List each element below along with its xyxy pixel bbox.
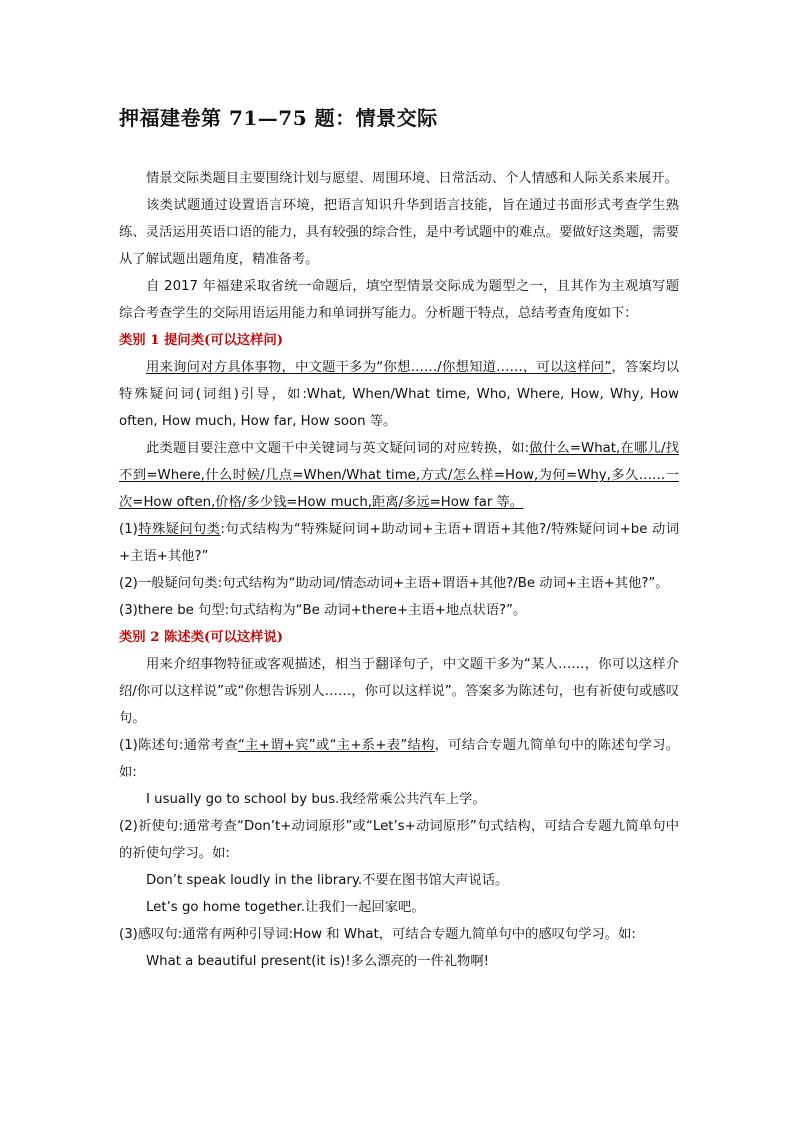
intro-paragraph-1: 情景交际类题目主要围绕计划与愿望、周围环境、日常活动、个人情感和人际关系来展开。	[146, 171, 678, 186]
item-number: (1)	[119, 522, 138, 537]
category-2-paragraph-1: 用来介绍事物特征或客观描述，相当于翻译句子，中文题干多为“某人……，你可以这样介绍/你可以这样说”或“你想告诉别人……，你可以这样说”。答案多为陈述句，也有祈使句或感叹句。	[119, 657, 679, 726]
category-2-item-3: (3)感叹句:通常有两种引导词:How 和 What，可结合专题九简单句中的感叹句学习。如:	[119, 927, 636, 942]
underlined-text: 做什么=What,在哪儿/找不到=Where,什么时候/几点=When/What time,方式/怎么样=How,为何=Why,多久……一次=How often,价格/多少钱=How much,距离/多远=How far 等。	[119, 441, 679, 510]
item-text: (1)陈述句:通常考查	[119, 738, 238, 753]
category-2-heading: 类别 2 陈述类(可以这样说)	[119, 630, 284, 645]
example-sentence-2: Don’t speak loudly in the library.不要在图书馆大声说话。	[146, 873, 509, 888]
category-1-item-1	[119, 516, 679, 570]
category-2-item-1	[119, 732, 679, 786]
category-2-item-2: (2)祈使句:通常考查“Don’t+动词原形”或“Let’s+动词原形”句式结构，可结合专题九简单句中的祈使句学习。如:	[119, 819, 679, 861]
category-1-paragraph-2	[119, 435, 679, 516]
document-body	[119, 165, 679, 975]
category-1-heading: 类别 1 提问类(可以这样问)	[119, 333, 284, 348]
example-sentence-1: I usually go to school by bus.我经常乘公共汽车上学。	[146, 792, 486, 807]
paragraph-text: ，答案均以特殊疑问词(词组)引导，如:What, When/What time, Who, Where, How, Why, How often, How much, How far, How soon 等。	[119, 360, 679, 429]
underlined-text: 用来询问对方具体事物，中文题干多为“你想……/你想知道……，可以这样问”	[146, 360, 612, 375]
underlined-text: 特殊疑问句类	[137, 522, 221, 537]
intro-paragraph-2: 该类试题通过设置语言环境，把语言知识升华到语言技能，旨在通过书面形式考查学生熟练、灵活运用英语口语的能力，具有较强的综合性，是中考试题中的难点。要做好这类题，需要从了解试题出题角度，精准备考。	[119, 198, 679, 267]
category-1-item-3: (3)there be 句型:句式结构为“Be 动词+there+主语+地点状语?”。	[119, 603, 527, 618]
underlined-text: “主+谓+宾”或“主+系+表”结构	[238, 738, 435, 753]
intro-paragraph-3: 自 2017 年福建采取省统一命题后，填空型情景交际成为题型之一，且其作为主观填写题综合考查学生的交际用语运用能力和单词拼写能力。分析题干特点，总结考查角度如下：	[119, 279, 679, 321]
category-1-paragraph-1	[119, 354, 679, 435]
paragraph-text: 此类题目要注意中文题干中关键词与英文疑问词的对应转换，如:	[146, 441, 530, 456]
item-text: ，可结合专题九简单句中的陈述句学习。如:	[119, 738, 679, 780]
page-title: 押福建卷第 71—75 题：情景交际	[119, 106, 438, 130]
item-text: :句式结构为“特殊疑问词+助动词+主语+谓语+其他?/特殊疑问词+be 动词+主语+其他?”	[119, 522, 680, 564]
category-1-item-2: (2)一般疑问句类:句式结构为“助动词/情态动词+主语+谓语+其他?/Be 动词+主语+其他?”。	[119, 576, 669, 591]
example-sentence-4: What a beautiful present(it is)!多么漂亮的一件礼物啊!	[146, 954, 489, 969]
example-sentence-3: Let’s go home together.让我们一起回家吧。	[146, 900, 425, 915]
